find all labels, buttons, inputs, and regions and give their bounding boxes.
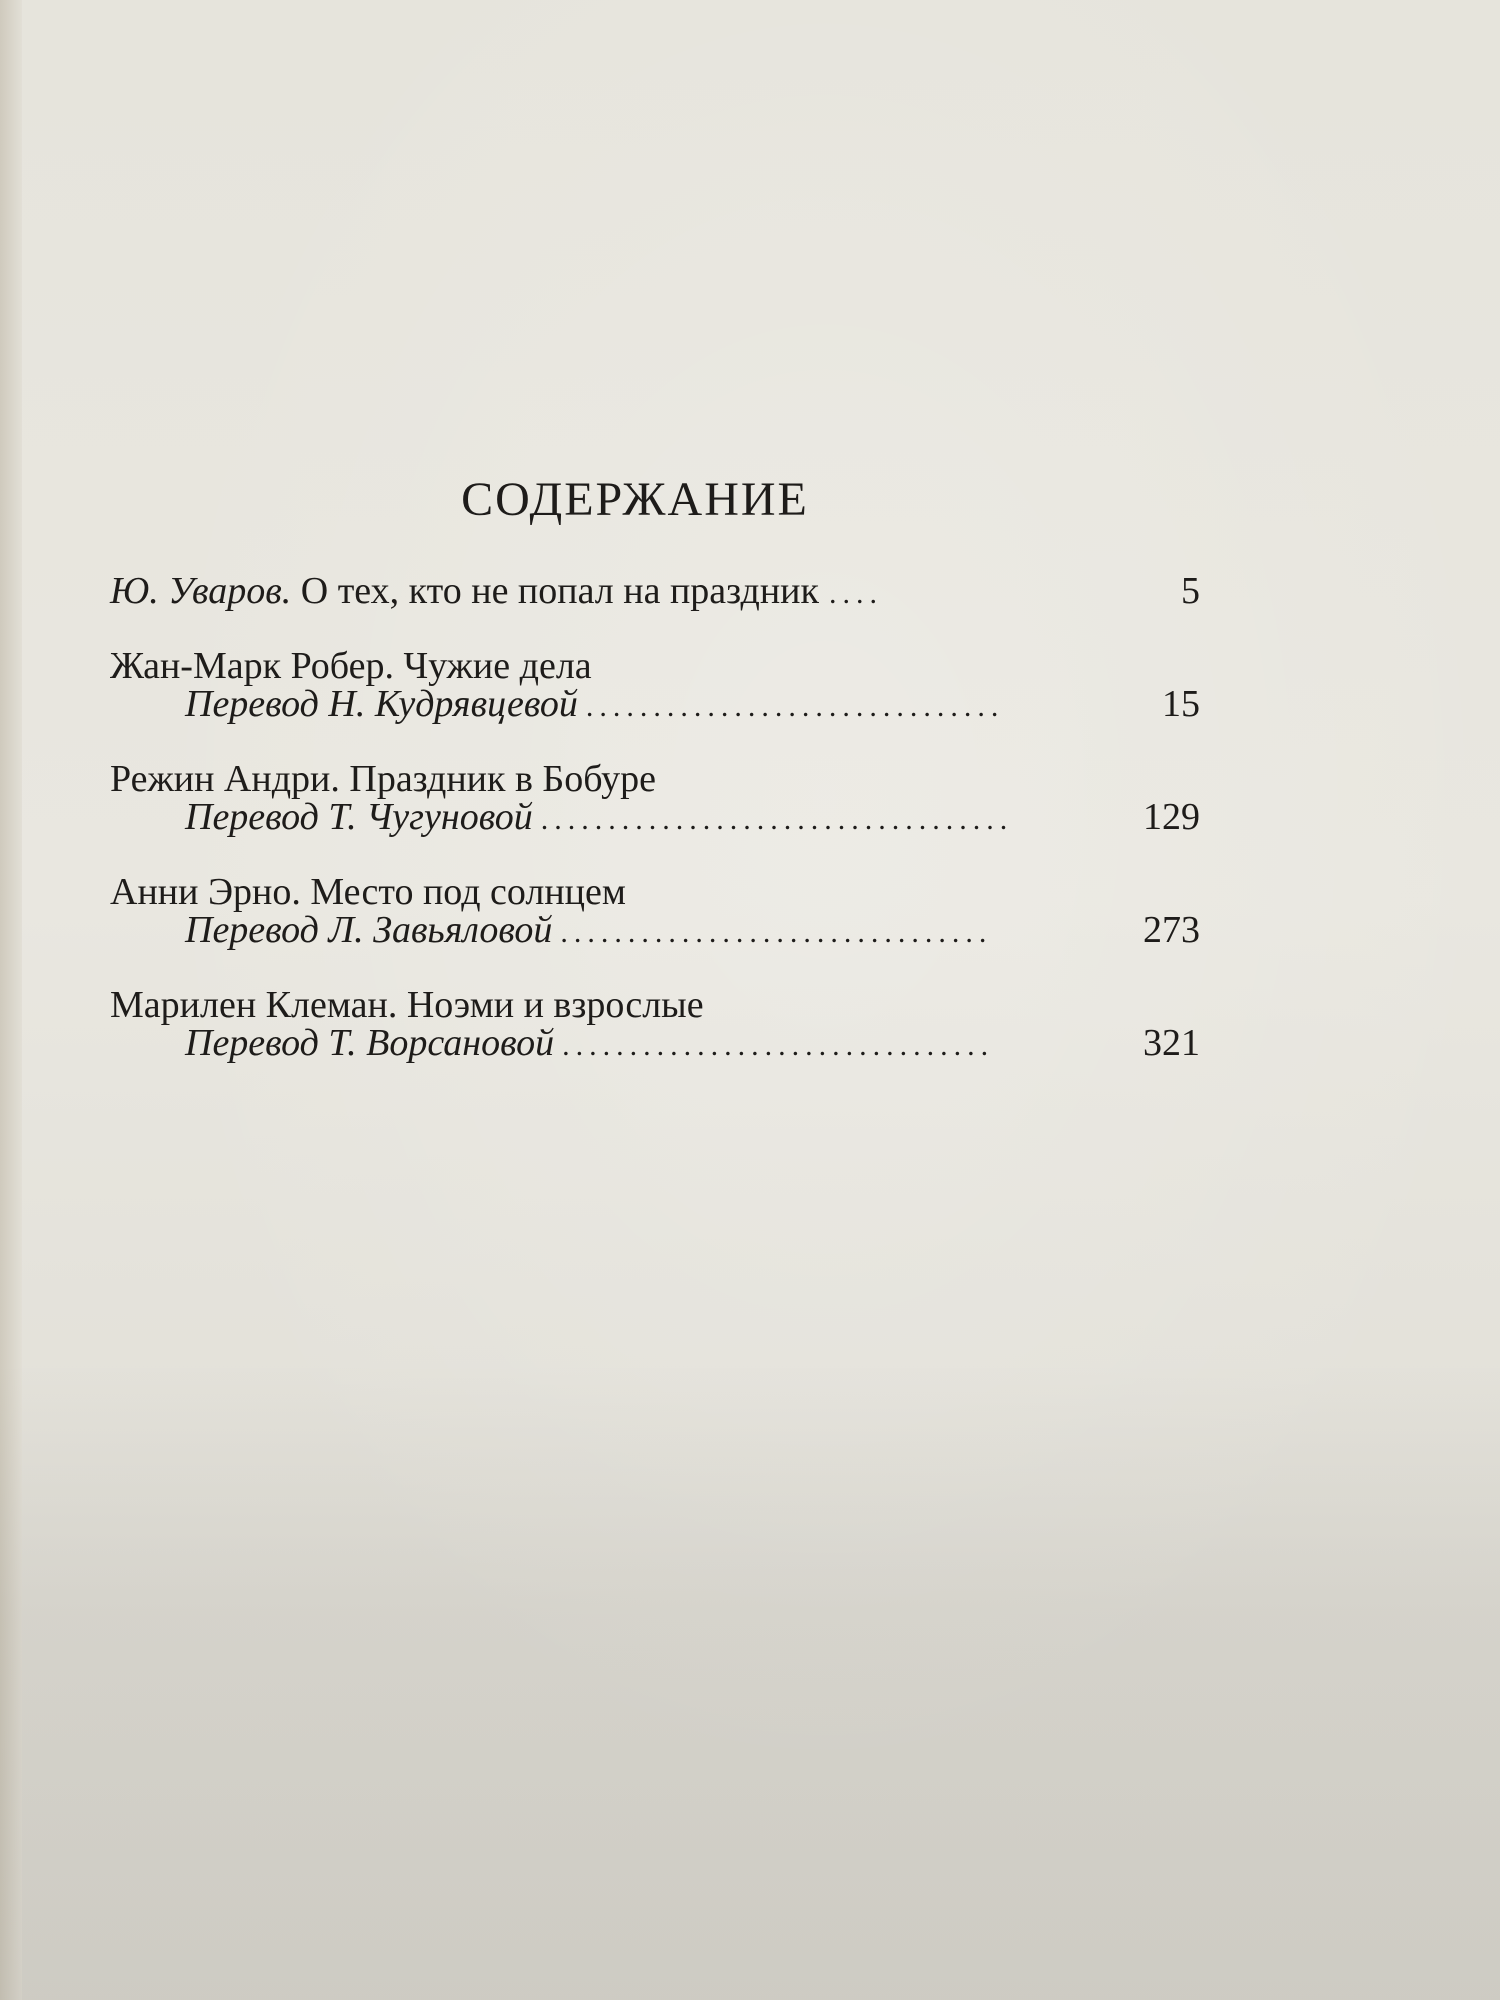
toc-entry-translator-line <box>110 911 1200 949</box>
entry-title: О тех, кто не попал на праздник <box>300 570 819 612</box>
dot-leader: ................................ <box>562 1029 995 1062</box>
dot-leader: ............................... <box>585 690 1005 723</box>
entry-page-number: 321 <box>1143 1022 1200 1064</box>
entry-author: Марилен Клеман. <box>110 984 398 1026</box>
entry-translator: Перевод Н. Кудрявцевой <box>185 683 578 725</box>
dot-leader: ................................ <box>560 916 993 949</box>
entry-author: Ю. Уваров. <box>110 570 292 612</box>
toc-entry <box>110 760 1200 836</box>
entry-translator: Перевод Л. Завьяловой <box>185 909 553 951</box>
page-shadow <box>0 1360 1500 2000</box>
entry-page-number: 5 <box>1181 570 1200 612</box>
entry-author: Режин Андри. <box>110 758 340 800</box>
toc-entry-translator-line <box>110 1024 1200 1062</box>
entry-page-number: 129 <box>1143 796 1200 838</box>
toc-entries <box>110 572 1200 1099</box>
toc-entry <box>110 986 1200 1062</box>
toc-entry <box>110 572 1200 610</box>
dot-leader: .... <box>828 577 883 610</box>
dot-leader: ................................... <box>540 803 1014 836</box>
toc-title: СОДЕРЖАНИЕ <box>461 473 809 526</box>
entry-page-number: 15 <box>1162 683 1200 725</box>
toc-entry <box>110 647 1200 723</box>
toc-entry-translator-line <box>110 798 1200 836</box>
entry-page-number: 273 <box>1143 909 1200 951</box>
entry-title: Место под солнцем <box>310 871 626 913</box>
entry-translator: Перевод Т. Чугуновой <box>185 796 533 838</box>
toc-entry-heading <box>110 986 1200 1024</box>
toc-entry-heading <box>110 873 1200 911</box>
toc-entry-heading <box>110 647 1200 685</box>
entry-title: Ноэми и взрослые <box>406 984 704 1026</box>
entry-author: Жан-Марк Робер. <box>110 645 394 687</box>
entry-translator: Перевод Т. Ворсановой <box>185 1022 555 1064</box>
toc-entry-heading <box>110 760 1200 798</box>
toc-entry-translator-line <box>110 685 1200 723</box>
toc-entry <box>110 873 1200 949</box>
entry-title: Чужие дела <box>403 645 592 687</box>
entry-author: Анни Эрно. <box>110 871 301 913</box>
entry-title: Праздник в Бобуре <box>349 758 656 800</box>
toc-entry-line <box>110 572 1200 610</box>
